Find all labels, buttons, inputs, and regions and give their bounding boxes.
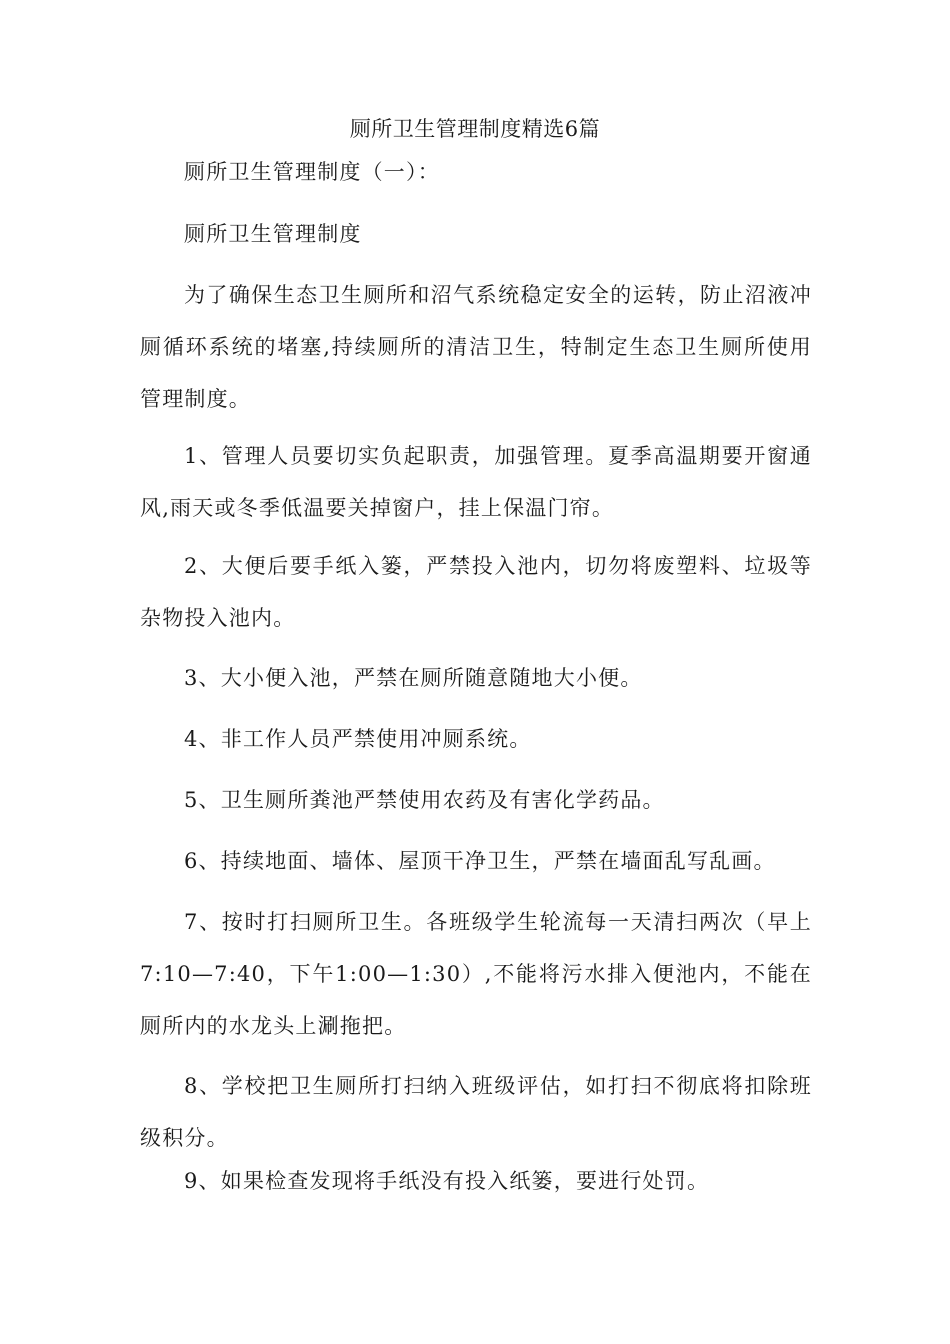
rule-item-5: 5、卫生厕所粪池严禁使用农药及有害化学药品。 xyxy=(184,788,665,812)
rule-item-8: 8、学校把卫生厕所打扫纳入班级评估，如打扫不彻底将扣除班级积分。 xyxy=(140,1074,812,1150)
rule-item-6: 6、持续地面、墙体、屋顶干净卫生，严禁在墙面乱写乱画。 xyxy=(184,849,776,873)
rule-item-3: 3、大小便入池，严禁在厕所随意随地大小便。 xyxy=(184,666,643,690)
document-title: 厕所卫生管理制度精选6篇 xyxy=(349,117,601,141)
rule-item-2: 2、大便后要手纸入篓，严禁投入池内，切勿将废塑料、垃圾等杂物投入池内。 xyxy=(140,554,812,630)
sub-heading: 厕所卫生管理制度 xyxy=(184,222,362,246)
rule-item-1: 1、管理人员要切实负起职责，加强管理。夏季高温期要开窗通风,雨天或冬季低温要关掉窗户，挂上保温门帘。 xyxy=(140,444,812,520)
section-heading: 厕所卫生管理制度（一）： xyxy=(184,160,440,184)
rule-item-9: 9、如果检查发现将手纸没有投入纸篓，要进行处罚。 xyxy=(184,1169,710,1193)
intro-paragraph: 为了确保生态卫生厕所和沼气系统稳定安全的运转，防止沼液冲厕循环系统的堵塞,持续厕所的清洁卫生，特制定生态卫生厕所使用管理制度。 xyxy=(140,283,812,411)
rule-item-4: 4、非工作人员严禁使用冲厕系统。 xyxy=(184,727,532,751)
rule-item-7: 7、按时打扫厕所卫生。各班级学生轮流每一天清扫两次（早上7:10—7:40，下午1:00—1:30）,不能将污水排入便池内，不能在厕所内的水龙头上涮拖把。 xyxy=(140,910,812,1038)
